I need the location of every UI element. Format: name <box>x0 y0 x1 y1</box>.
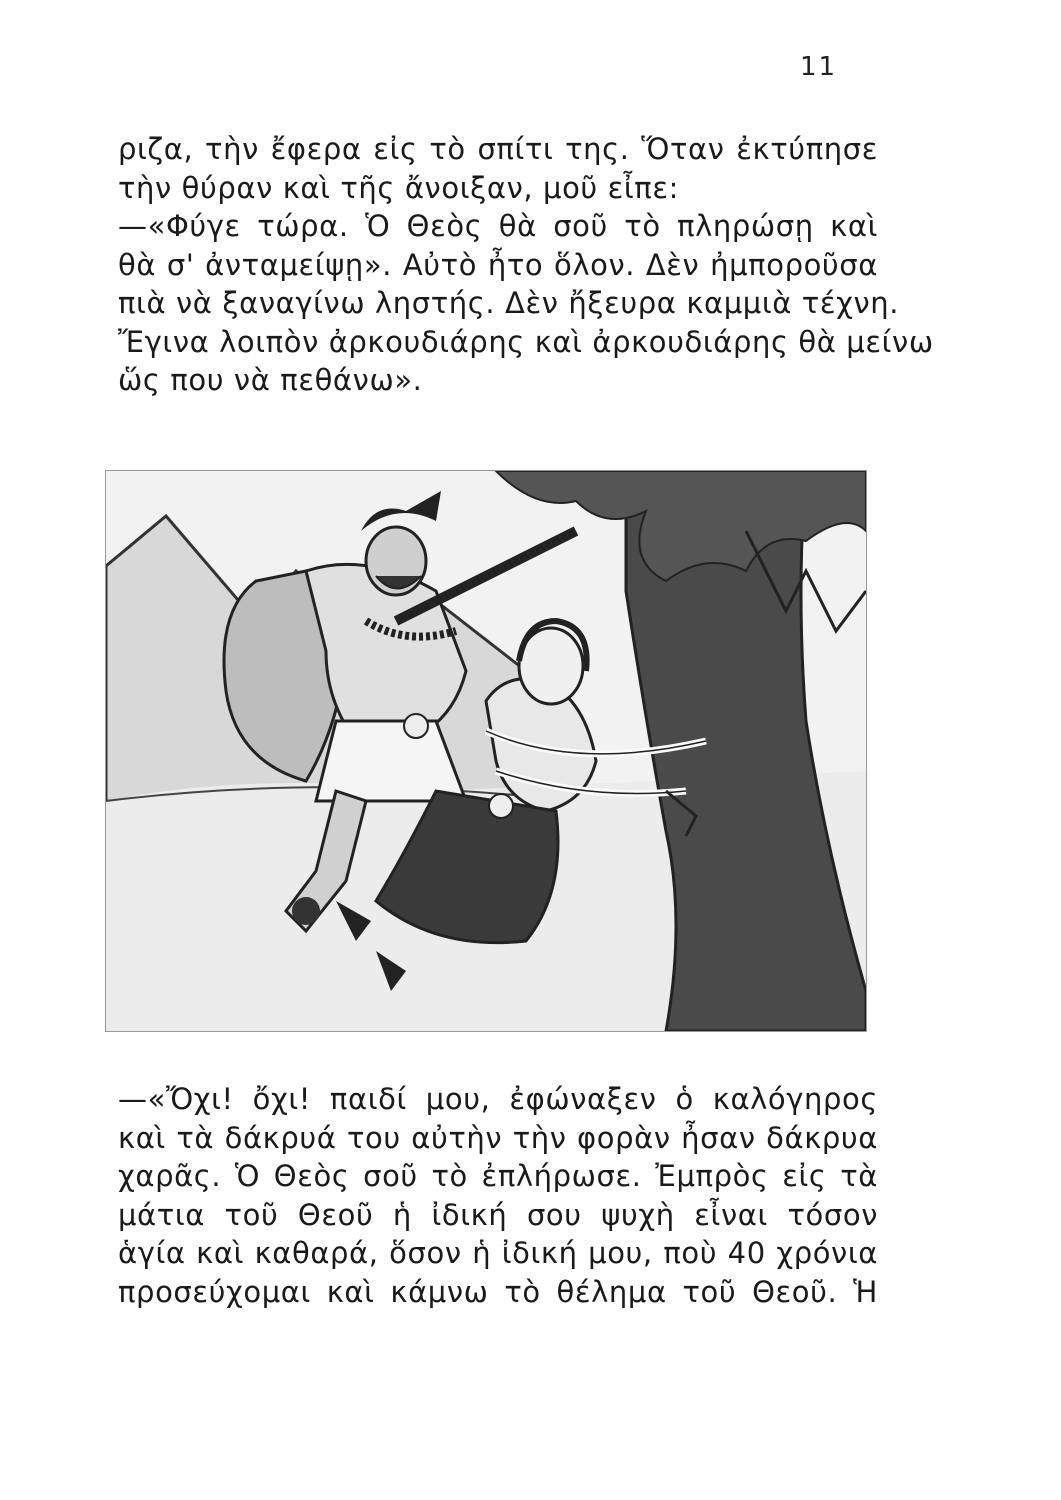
text-line: μάτια τοῦ Θεοῦ ἡ ἰδική σου ψυχὴ εἶναι τόσον <box>118 1197 878 1232</box>
paragraph-top <box>118 130 934 400</box>
text-line: —«Φύγε τώρα. Ὁ Θεὸς θὰ σοῦ τὸ πληρώσῃ καὶ <box>118 209 878 243</box>
text-line: ριζα, τὴν ἔφερα εἰς τὸ σπίτι της. Ὅταν ἐκτύπησε <box>118 132 878 166</box>
text-line: προσεύχομαι καὶ κάμνω τὸ θέλημα τοῦ Θεοῦ. Ἡ <box>118 1274 878 1309</box>
text-line: —«Ὄχι! ὄχι! παιδί μου, ἐφώναξεν ὁ καλόγηρος <box>118 1082 878 1116</box>
text-line: ἁγία καὶ καθαρά, ὅσον ἡ ἰδική μου, ποὺ 40 χρόνια <box>118 1236 878 1270</box>
illustration <box>105 470 867 1032</box>
text-line: ὥς που νὰ πεθάνω». <box>118 363 423 397</box>
text-line: θὰ σ' ἀνταμείψῃ». Αὐτὸ ἦτο ὅλον. Δὲν ἠμποροῦσα <box>118 247 878 282</box>
text-line: τὴν θύραν καὶ τῆς ἄνοιξαν, μοῦ εἶπε: <box>118 170 680 205</box>
paragraph-bottom <box>118 1080 878 1311</box>
illustration-drawing <box>106 471 866 1031</box>
page-number: 11 <box>800 52 838 82</box>
text-line: χαρᾶς. Ὁ Θεὸς σοῦ τὸ ἐπλήρωσε. Ἐμπρὸς εἰς τὰ <box>118 1159 878 1193</box>
text-line: πιὰ νὰ ξαναγίνω ληστής. Δὲν ἤξευρα καμμιὰ τέχνη. <box>118 286 900 320</box>
text-line: καὶ τὰ δάκρυά του αὐτὴν τὴν φορὰν ἦσαν δάκρυα <box>118 1120 878 1155</box>
text-line: Ἔγινα λοιπὸν ἀρκουδιάρης καὶ ἀρκουδιάρης θὰ μείνω <box>118 324 934 359</box>
